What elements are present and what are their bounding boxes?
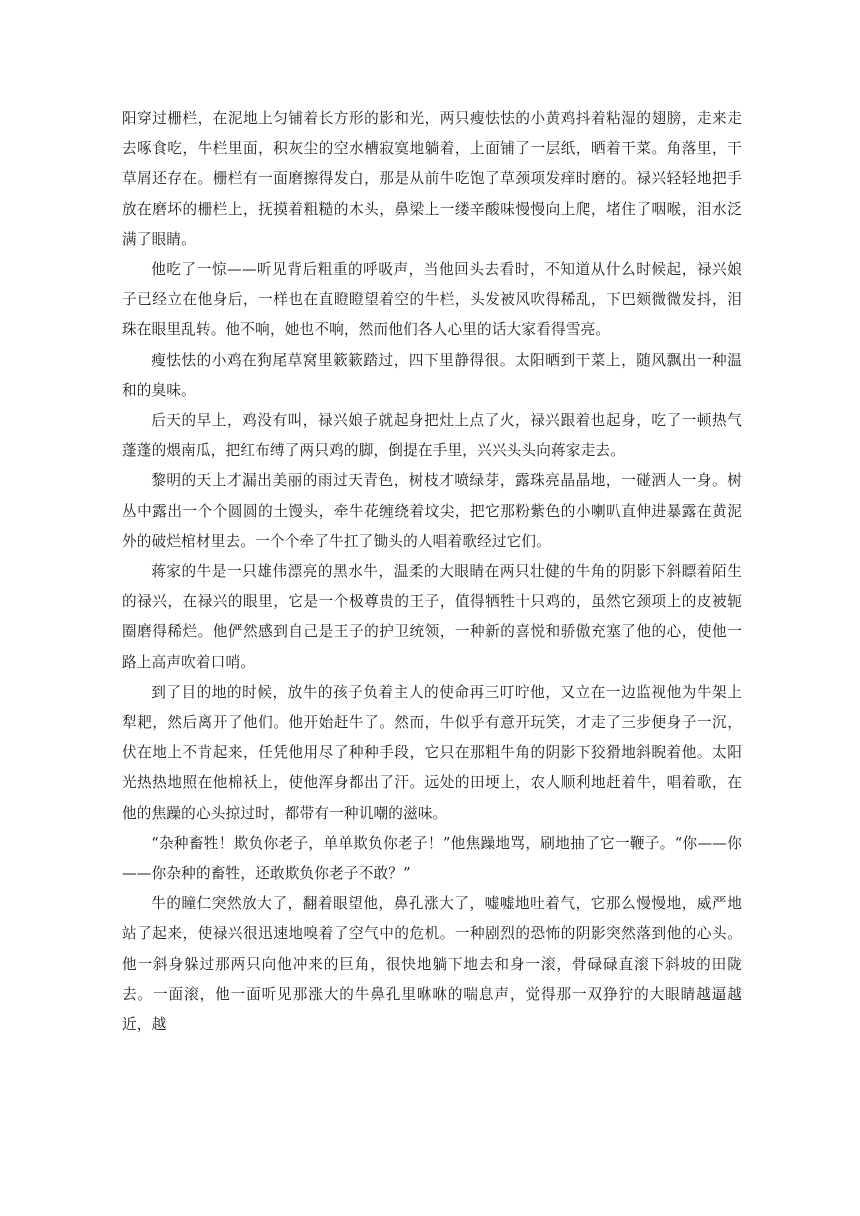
paragraph-1: 阳穿过栅栏，在泥地上匀铺着长方形的影和光，两只瘦怯怯的小黄鸡抖着粘湿的翅膀，走来走去啄食吃，牛栏里面，积灰尘的空水槽寂寞地躺着，上面铺了一层纸，晒着干菜。角落里，干草屑还存在。栅栏有一面磨擦得发白，那是从前牛吃饱了草颈项发痒时磨的。禄兴轻轻地把手放在磨坏的栅栏上，抚摸着粗糙的木头，鼻梁上一缕辛酸味慢慢向上爬，堵住了咽喉，泪水泛满了眼睛。 — [122, 110, 742, 248]
paragraph-7: 到了目的地的时候，放牛的孩子负着主人的使命再三叮咛他，又立在一边监视他为牛架上犁耙，然后离开了他们。他开始赶牛了。然而，牛似乎有意开玩笑，才走了三步便身子一沉，伏在地上不肯起来，任凭他用尽了种种手段，它只在那粗牛角的阴影下狡猾地斜睨着他。太阳光热热地照在他棉袄上，使他浑身都出了汗。远处的田埂上，农人顺利地赶着牛，唱着歌，在他的焦躁的心头掠过时，都带有一种讥嘲的滋味。 — [122, 683, 742, 822]
paragraph-9: 牛的瞳仁突然放大了，翻着眼望他，鼻孔涨大了，嘘嘘地吐着气，它那么慢慢地，威严地站了起来，使禄兴很迅速地嗅着了空气中的危机。一种剧烈的恐怖的阴影突然落到他的心头。他一斜身躲过那两只向他冲来的巨角，很快地躺下地去和身一滚，骨碌碌直滚下斜坡的田陇去。一面滚，他一面听见那涨大的牛鼻孔里咻咻的喘息声，觉得那一双狰狞的大眼睛越逼越近，越 — [122, 895, 742, 1034]
paragraph-3: 瘦怯怯的小鸡在狗尾草窝里簌簌踏过，四下里静得很。太阳晒到干菜上，随风飘出一种温和的臭味。 — [122, 351, 742, 399]
paragraph-5: 黎明的天上才漏出美丽的雨过天青色，树枝才喷绿芽，露珠亮晶晶地，一碰洒人一身。树丛中露出一个个圆圆的土馒头，牵牛花缠绕着坟尖，把它那粉紫色的小喇叭直伸进暴露在黄泥外的破烂棺材里去。一个个牵了牛扛了锄头的人唱着歌经过它们。 — [122, 472, 742, 550]
paragraph-4: 后天的早上，鸡没有叫，禄兴娘子就起身把灶上点了火，禄兴跟着也起身，吃了一顿热气蓬蓬的煨南瓜，把红布缚了两只鸡的脚，倒提在手里，兴兴头头向蒋家走去。 — [122, 412, 742, 460]
paragraph-2: 他吃了一惊——听见背后粗重的呼吸声，当他回头去看时，不知道从什么时候起，禄兴娘子已经立在他身后，一样也在直瞪瞪望着空的牛栏，头发被风吹得稀乱，下巴颏微微发抖，泪珠在眼里乱转。他不响，她也不响，然而他们各人心里的话大家看得雪亮。 — [122, 261, 742, 339]
paragraph-8: “杂种畜牲！欺负你老子，单单欺负你老子！”他焦躁地骂，刷地抽了它一鞭子。“你——你——你杂种的畜牲，还敢欺负你老子不敢？” — [122, 834, 742, 883]
document-page — [122, 104, 742, 1040]
paragraph-6: 蒋家的牛是一只雄伟漂亮的黑水牛，温柔的大眼睛在两只壮健的牛角的阴影下斜瞟着陌生的禄兴，在禄兴的眼里，它是一个极尊贵的王子，值得牺牲十只鸡的，虽然它颈项上的皮被轭圈磨得稀烂。他俨然感到自己是王子的护卫统领，一种新的喜悦和骄傲充塞了他的心，使他一路上高声吹着口哨。 — [122, 563, 742, 671]
